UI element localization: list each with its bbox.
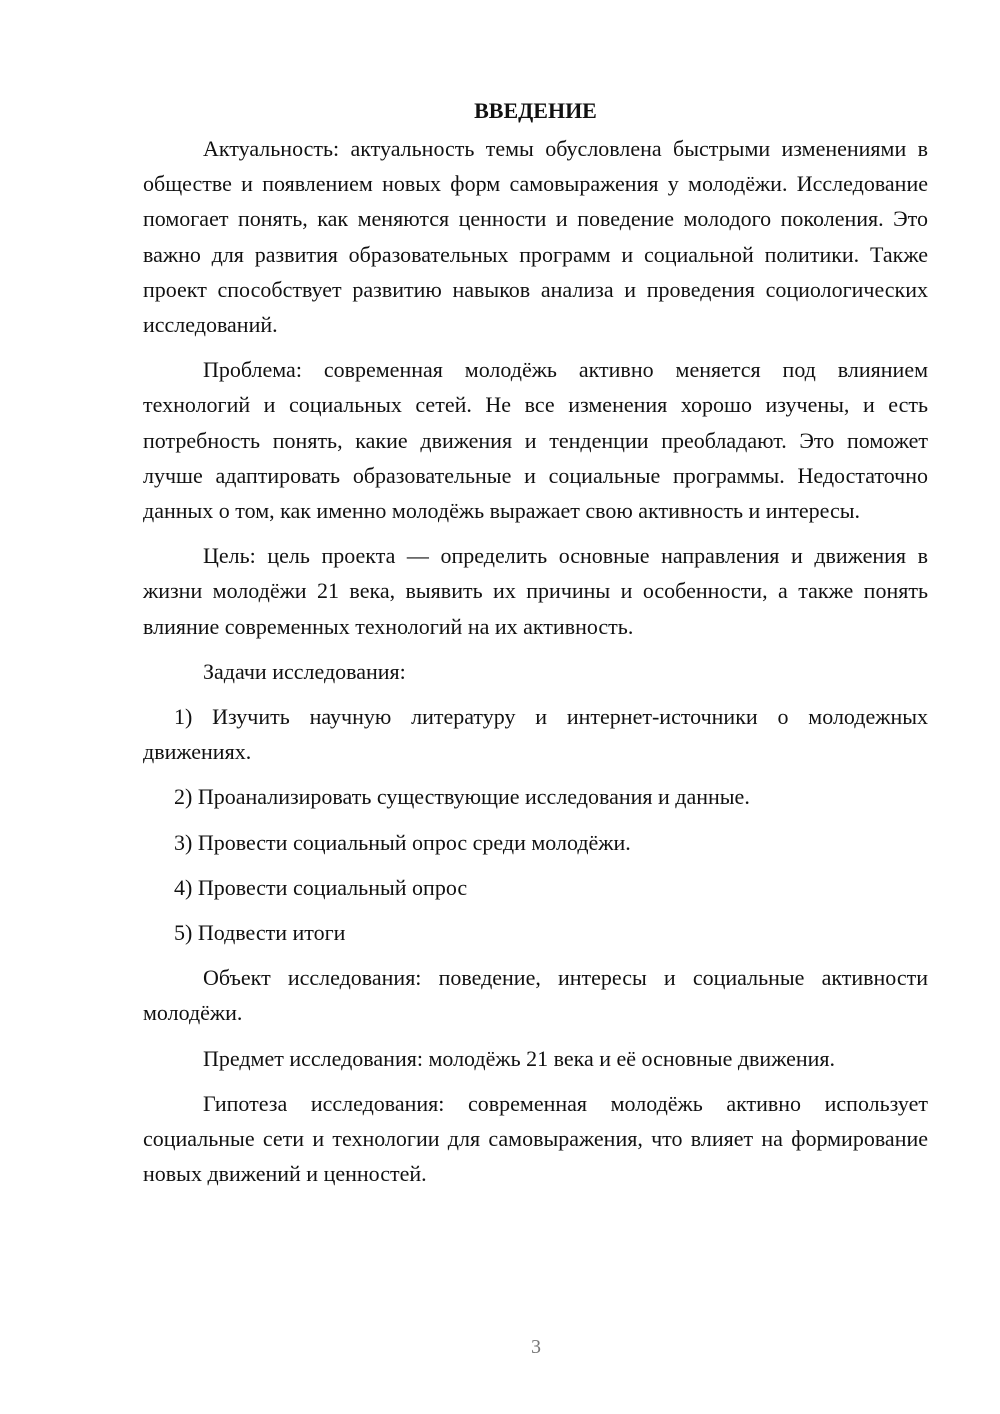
page-number: 3 (531, 1336, 541, 1358)
relevance-paragraph: Актуальность: актуальность темы обусловлена быстрыми изменениями в обществе и появлением новых форм самовыражения у молодёжи. Исследование помогает понять, как меняются ценности и поведение молодого поколения. Это важно для развития образовательных программ и социальной политики. Также проект способствует развитию навыков анализа и проведения социологических исследований. (143, 136, 928, 338)
task-item-1: 1) Изучить научную литературу и интернет-источники о молодежных движениях. (143, 704, 928, 765)
task-item-2: 2) Проанализировать существующие исследования и данные. (174, 784, 750, 810)
hypothesis-paragraph: Гипотеза исследования: современная молодёжь активно использует социальные сети и технологии для самовыражения, что влияет на формирование новых движений и ценностей. (143, 1090, 928, 1187)
task-item-5: 5) Подвести итоги (174, 920, 346, 946)
task-item-4: 4) Провести социальный опрос (174, 874, 468, 900)
problem-paragraph: Проблема: современная молодёжь активно меняется под влиянием технологий и социальных сетей. Не все изменения хорошо изучены, и есть потребность понять, какие движения и тенденции преобладают. Это поможет лучше адаптировать образовательные и социальные программы. Недостаточно данных о том, как именно молодёжь выражает свою активность и интересы. (143, 357, 928, 524)
document-page (143, 95, 928, 1201)
task-item-3: 3) Провести социальный опрос среди молодёжи. (174, 829, 631, 855)
section-heading: ВВЕДЕНИЕ (474, 98, 597, 123)
object-paragraph: Объект исследования: поведение, интересы и социальные активности молодёжи. (143, 965, 928, 1026)
subject-paragraph: Предмет исследования: молодёжь 21 века и её основные движения. (203, 1045, 836, 1071)
goal-paragraph: Цель: цель проекта — определить основные направления и движения в жизни молодёжи 21 века, выявить их причины и особенности, а также понять влияние современных технологий на их активность. (143, 543, 928, 639)
tasks-heading: Задачи исследования: (203, 658, 406, 684)
